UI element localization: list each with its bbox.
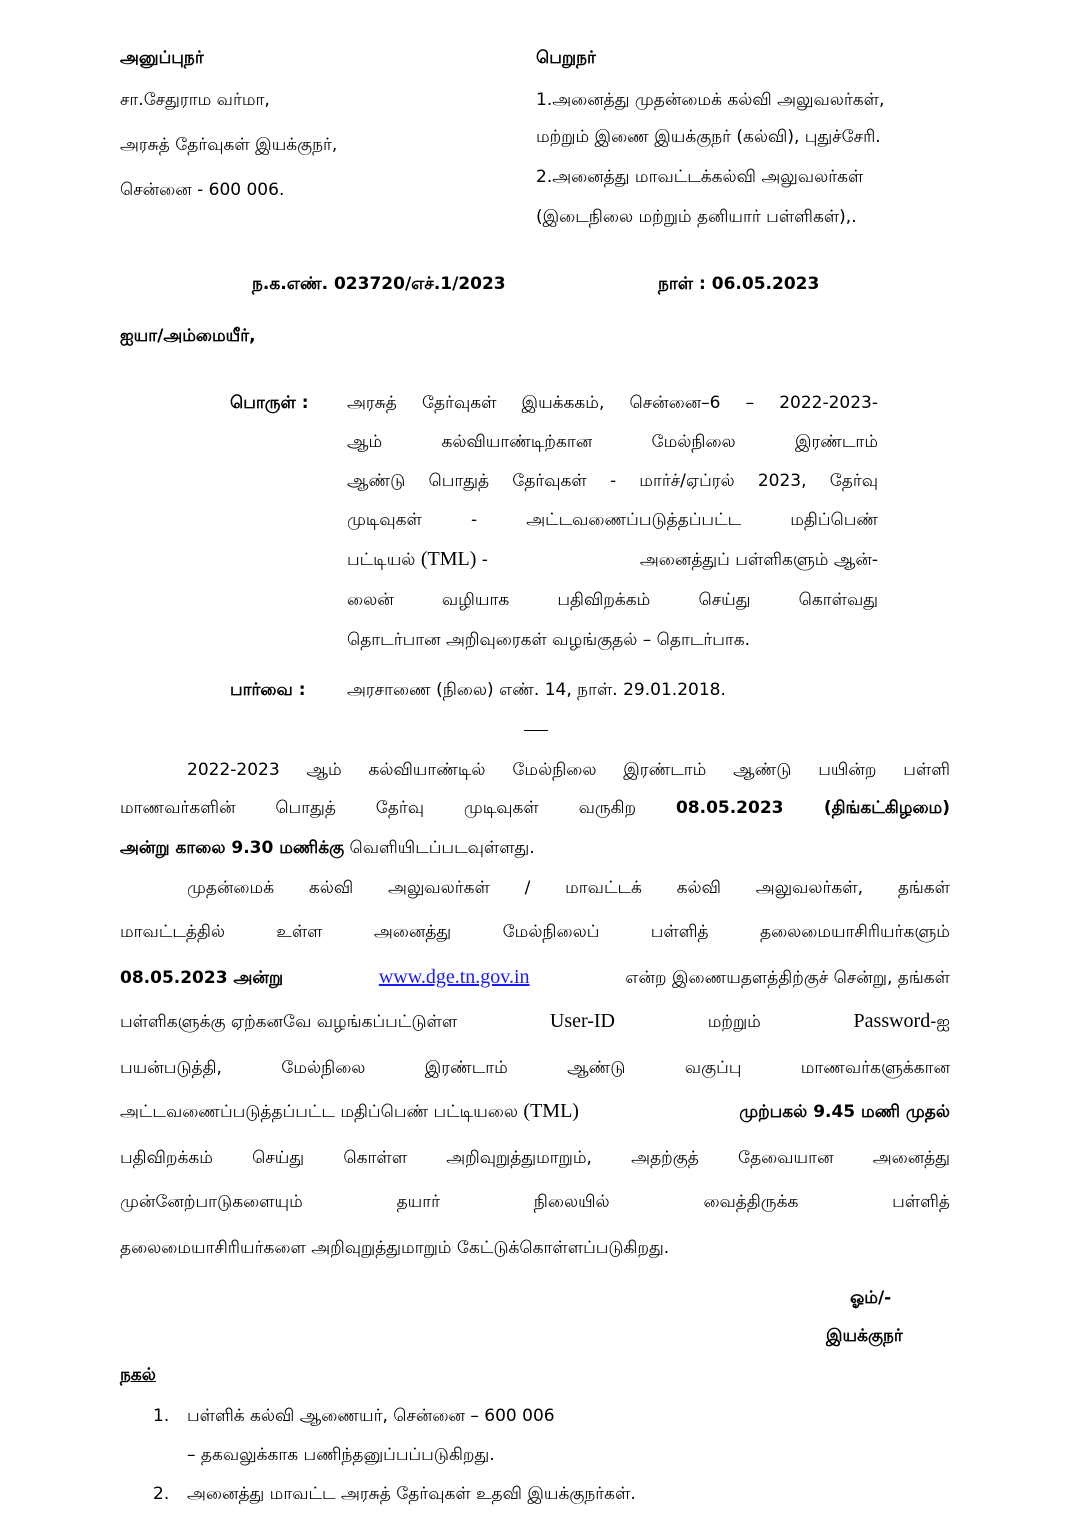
sender-name: சா.சேதுராம வர்மா,: [120, 90, 270, 110]
subject-line-1: அரசுத் தேர்வுகள் இயக்ககம், சென்னை–6 – 2022-2023-: [347, 393, 878, 413]
copy-item-1-text: பள்ளிக் கல்வி ஆணையர், சென்னை – 600 006: [187, 1406, 555, 1426]
signature-signed: ஓம்/-: [850, 1288, 892, 1308]
subject-line-2: ஆம் கல்வியாண்டிற்கான மேல்நிலை இரண்டாம்: [347, 432, 878, 452]
sender-place: சென்னை - 600 006.: [120, 180, 285, 200]
para2-line-4: [120, 1010, 950, 1034]
para1-line-1: 2022-2023 ஆம் கல்வியாண்டில் மேல்நிலை இரண்டாம் ஆண்டு பயின்ற பள்ளி: [187, 760, 950, 780]
separator-dash: [524, 730, 548, 731]
copy-item-2-number: 2.: [153, 1484, 170, 1504]
recipient-line-2: மற்றும் இணை இயக்குநர் (கல்வி), புதுச்சேரி.: [536, 127, 881, 147]
download-date: 08.05.2023 அன்று: [120, 968, 284, 988]
para2-line-9: தலைமையாசிரியர்களை அறிவுறுத்துமாறும் கேட்டுக்கொள்ளப்படுகிறது.: [120, 1238, 670, 1258]
sender-heading: அனுப்புநர்: [120, 48, 204, 68]
reference-go-label: பார்வை :: [230, 680, 306, 700]
para2-line-2: மாவட்டத்தில் உள்ள அனைத்து மேல்நிலைப் பள்ளித் தலைமையாசிரியர்களும்: [120, 922, 950, 942]
para2-line-5: பயன்படுத்தி, மேல்நிலை இரண்டாம் ஆண்டு வகுப்பு மாணவர்களுக்கான: [120, 1058, 950, 1078]
tml-term: (TML): [523, 1100, 579, 1122]
copy-item-2-text: அனைத்து மாவட்ட அரசுத் தேர்வுகள் உதவி இயக்குநர்கள்.: [187, 1484, 636, 1504]
sender-designation: அரசுத் தேர்வுகள் இயக்குநர்,: [120, 135, 338, 155]
para2-line-3-text: என்ற இணையதளத்திற்குச் சென்று, தங்கள்: [625, 968, 950, 988]
password-suffix: -ஐ: [930, 1012, 950, 1032]
subject-dash: -: [476, 550, 488, 570]
para2-line-1: முதன்மைக் கல்வி அலுவலர்கள் / மாவட்டக் கல்வி அலுவலர்கள், தங்கள்: [187, 878, 950, 898]
reference-date: நாள் : 06.05.2023: [658, 274, 820, 294]
para1-line-3-text: வெளியிடப்படவுள்ளது.: [344, 838, 535, 858]
para1-line-3: [120, 838, 950, 860]
para2-line-8: முன்னேற்பாடுகளையும் தயார் நிலையில் வைத்திருக்க பள்ளித்: [120, 1192, 950, 1212]
subject-line-5-rest: அனைத்துப் பள்ளிகளும் ஆன்-: [639, 550, 878, 570]
copy-item-1-number: 1.: [153, 1406, 170, 1426]
subject-tml: (TML): [420, 548, 477, 570]
recipient-line-3: 2.அனைத்து மாவட்டக்கல்வி அலுவலர்கள்: [536, 167, 864, 187]
para2-line-6-text: அட்டவணைப்படுத்தப்பட்ட மதிப்பெண் பட்டியலை: [120, 1102, 524, 1122]
subject-line-7: தொடர்பான அறிவுரைகள் வழங்குதல் – தொடர்பாக.: [347, 630, 751, 650]
subject-line-5: [347, 548, 878, 572]
para1-line-2-text: மாணவர்களின் பொதுத் தேர்வு முடிவுகள் வருகிற: [120, 798, 676, 818]
subject-list-word: பட்டியல்: [347, 550, 421, 570]
subject-label: பொருள் :: [230, 393, 309, 413]
para2-line-7: பதிவிறக்கம் செய்து கொள்ள அறிவுறுத்துமாறும், அதற்குத் தேவையான அனைத்து: [120, 1148, 950, 1168]
para2-line-4-text: பள்ளிகளுக்கு ஏற்கனவே வழங்கப்பட்டுள்ள: [120, 1012, 458, 1032]
para2-and-word: மற்றும்: [707, 1012, 761, 1032]
copy-heading: நகல்: [120, 1365, 156, 1385]
download-time: முற்பகல் 9.45 மணி முதல்: [739, 1102, 950, 1122]
recipient-line-4: (இடைநிலை மற்றும் தனியார் பள்ளிகள்),.: [536, 207, 857, 227]
copy-item-1-sub: – தகவலுக்காக பணிந்தனுப்பப்படுகிறது.: [187, 1445, 495, 1465]
subject-line-6: லைன் வழியாக பதிவிறக்கம் செய்து கொள்வது: [347, 590, 878, 610]
subject-line-3: ஆண்டு பொதுத் தேர்வுகள் - மார்ச்/ஏப்ரல் 2023, தேர்வு: [347, 471, 878, 491]
para2-line-3: [120, 966, 950, 990]
subject-line-4: முடிவுகள் - அட்டவணைப்படுத்தப்பட்ட மதிப்பெண்: [347, 510, 878, 530]
result-time: அன்று காலை 9.30 மணிக்கு: [120, 838, 345, 858]
para2-line-6: [120, 1100, 950, 1124]
reference-go-text: அரசாணை (நிலை) எண். 14, நாள். 29.01.2018.: [347, 680, 726, 700]
reference-number: ந.க.எண். 023720/எச்.1/2023: [252, 274, 506, 294]
password-term: Password: [853, 1010, 931, 1032]
para1-line-2: [120, 798, 950, 820]
signature-title: இயக்குநர்: [826, 1326, 903, 1346]
user-id-term: User-ID: [549, 1010, 616, 1032]
dge-website-link[interactable]: www.dge.tn.gov.in: [378, 966, 530, 988]
salutation: ஐயா/அம்மையீர்,: [120, 326, 256, 346]
recipient-line-1: 1.அனைத்து முதன்மைக் கல்வி அலுவலர்கள்,: [536, 90, 885, 110]
recipient-heading: பெறுநர்: [536, 48, 596, 68]
result-date: 08.05.2023 (திங்கட்கிழமை): [675, 798, 950, 818]
